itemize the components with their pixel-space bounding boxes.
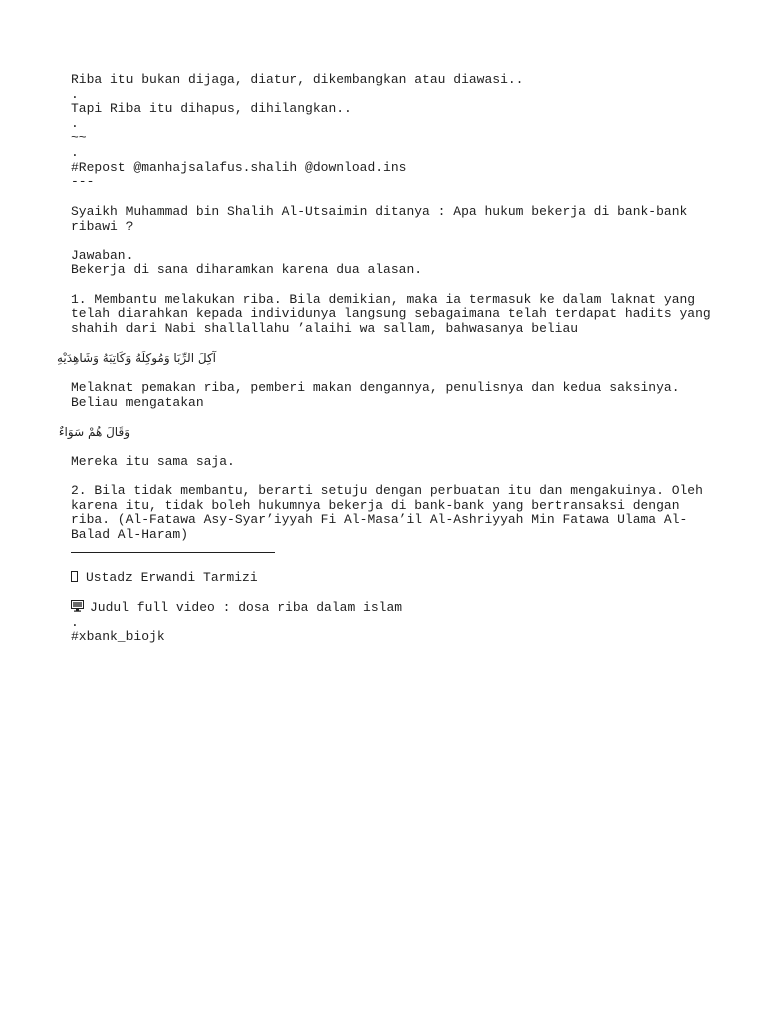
translation-line-2: Beliau mengatakan (71, 395, 204, 410)
dash-separator: --- (71, 174, 95, 189)
point-2-line-2: karena itu, tidak boleh hukumnya bekerja di bank-bank yang bertransaksi dengan (71, 498, 680, 513)
question-line-2: ribawi ? (71, 219, 134, 234)
arabic-hadith-text-2: وَقَالَ هُمْ سَوَاءٌ (58, 425, 130, 439)
hashtag: #xbank_biojk (71, 629, 165, 644)
dot-separator: . (71, 145, 79, 160)
desktop-computer-icon (71, 600, 84, 612)
horizontal-rule (71, 552, 275, 553)
point-1-line-2: telah diarahkan kepada individunya langsung sebagaimana telah terdapat hadits yang (71, 306, 711, 321)
answer-heading: Jawaban. (71, 248, 134, 263)
arabic-hadith-text: آكِلَ الرِّبَا وَمُوكِلَهُ وَكَاتِبَهُ وَشَاهِدَيْهِ (56, 351, 216, 365)
question-line-1: Syaikh Muhammad bin Shalih Al-Utsaimin ditanya : Apa hukum bekerja di bank-bank (71, 204, 688, 219)
dot-separator: . (71, 116, 79, 131)
translation-line-1: Melaknat pemakan riba, pemberi makan dengannya, penulisnya dan kedua saksinya. (71, 380, 680, 395)
point-1-line-1: 1. Membantu melakukan riba. Bila demikian, maka ia termasuk ke dalam laknat yang (71, 292, 696, 307)
repost-line: #Repost @manhajsalafus.shalih @download.ins (71, 160, 407, 175)
point-2-line-1: 2. Bila tidak membantu, berarti setuju dengan perbuatan itu dan mengakuinya. Oleh (71, 483, 703, 498)
point-1-line-3: shahih dari Nabi shallallahu ’alaihi wa sallam, bahwasanya beliau (71, 321, 579, 336)
tilde-separator: ~~ (71, 130, 87, 145)
answer-summary: Bekerja di sana diharamkan karena dua alasan. (71, 262, 423, 277)
dot-separator: . (71, 87, 79, 102)
missing-glyph-box-icon (71, 571, 78, 582)
speaker-line (71, 570, 258, 585)
speaker-name: Ustadz Erwandi Tarmizi (86, 570, 258, 585)
dot-separator: . (71, 615, 79, 630)
point-2-line-4: Balad Al-Haram) (71, 527, 189, 542)
point-2-line-3: riba. (Al-Fatawa Asy-Syar’iyyah Fi Al-Masa’il Al-Ashriyyah Min Fatawa Ulama Al- (71, 512, 688, 527)
translation-line-3: Mereka itu sama saja. (71, 454, 235, 469)
video-title: Judul full video : dosa riba dalam islam (90, 600, 403, 615)
text-line-riba-intro: Riba itu bukan dijaga, diatur, dikembangkan atau diawasi.. (71, 72, 524, 87)
text-line-riba-dihapus: Tapi Riba itu dihapus, dihilangkan.. (71, 101, 352, 116)
video-title-line (71, 600, 402, 615)
